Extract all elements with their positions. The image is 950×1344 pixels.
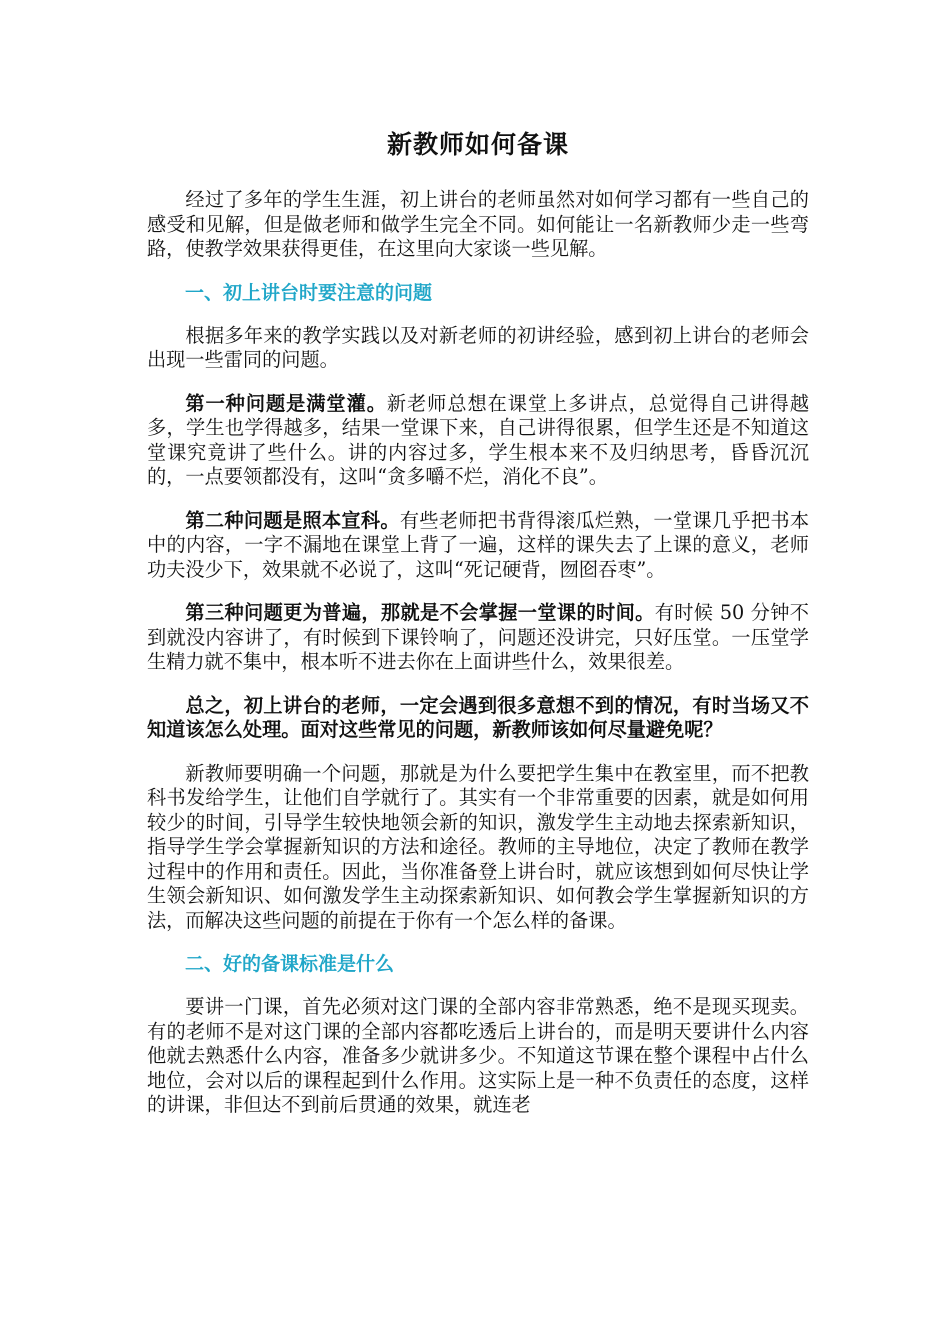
- problem-1-text: 新老师总想在课堂上多讲点，总觉得自己讲得越多，学生也学得越多，结果一堂课下来，自己讲得很累，但学生还是不知道这堂课究竟讲了些什么。讲的内容过多，学生根本来不及归纳思考，昏昏沉沉的，一点要领都没有，这叫“贪多嚼不烂，消化不良”。: [147, 391, 810, 488]
- problem-3-paragraph: [147, 601, 809, 675]
- problem-1-paragraph: [147, 392, 809, 490]
- problem-1-lead: 第一种问题是满堂灌。: [185, 391, 387, 415]
- section-2-paragraph: 要讲一门课，首先必须对这门课的全部内容非常熟悉，绝不是现买现卖。有的老师不是对这门课的全部内容都吃透后上讲台的，而是明天要讲什么内容他就去熟悉什么内容，准备多少就讲多少。不知道这节课在整个课程中占什么地位，会对以后的课程起到什么作用。这实际上是一种不负责任的态度，这样的讲课，非但达不到前后贯通的效果，就连老: [147, 995, 809, 1116]
- section-1-heading: 一、初上讲台时要注意的问题: [185, 281, 433, 304]
- document-page: [147, 128, 809, 1118]
- section-2-heading: 二、好的备课标准是什么: [185, 953, 395, 975]
- problem-3-text: 有时候 50 分钟不到就没内容讲了，有时候到下课铃响了，问题还没讲完，只好压堂。一压堂学生精力就不集中，根本听不进去你在上面讲些什么，效果很差。: [147, 601, 809, 673]
- document-title: 新教师如何备课: [386, 130, 569, 159]
- intro-paragraph: 经过了多年的学生生涯，初上讲台的老师虽然对如何学习都有一些自己的感受和见解，但是做老师和做学生完全不同。如何能让一名新教师少走一些弯路，使教学效果获得更佳，在这里向大家谈一些见解。: [147, 188, 809, 260]
- problem-2-paragraph: [147, 509, 809, 583]
- summary-paragraph: 总之，初上讲台的老师，一定会遇到很多意想不到的情况，有时当场又不知道该怎么处理。面对这些常见的问题，新教师该如何尽量避免呢？: [147, 693, 809, 741]
- problem-3-lead: 第三种问题更为普遍，那就是不会掌握一堂课的时间。: [185, 601, 655, 624]
- teacher-role-paragraph: 新教师要明确一个问题，那就是为什么要把学生集中在教室里，而不把教科书发给学生，让他们自学就行了。其实有一个非常重要的因素，就是如何用较少的时间，引导学生较快地领会新的知识，激发学生主动地去探索新知识，指导学生学会掌握新知识的方法和途径。教师的主导地位，决定了教师在教学过程中的作用和责任。因此，当你准备登上讲台时，就应该想到如何尽快让学生领会新知识、如何激发学生主动探索新知识、如何教会学生掌握新知识的方法，而解决这些问题的前提在于你有一个怎么样的备课。: [147, 761, 809, 932]
- problem-2-text: 有些老师把书背得滚瓜烂熟，一堂课几乎把书本中的内容，一字不漏地在课堂上背了一遍，这样的课失去了上课的意义，老师功夫没少下，效果就不必说了，这叫“死记硬背，囫囵吞枣”。: [147, 508, 810, 581]
- problem-2-lead: 第二种问题是照本宣科。: [185, 508, 400, 532]
- section-1-paragraph: 根据多年来的教学实践以及对新老师的初讲经验，感到初上讲台的老师会出现一些雷同的问题。: [147, 323, 809, 371]
